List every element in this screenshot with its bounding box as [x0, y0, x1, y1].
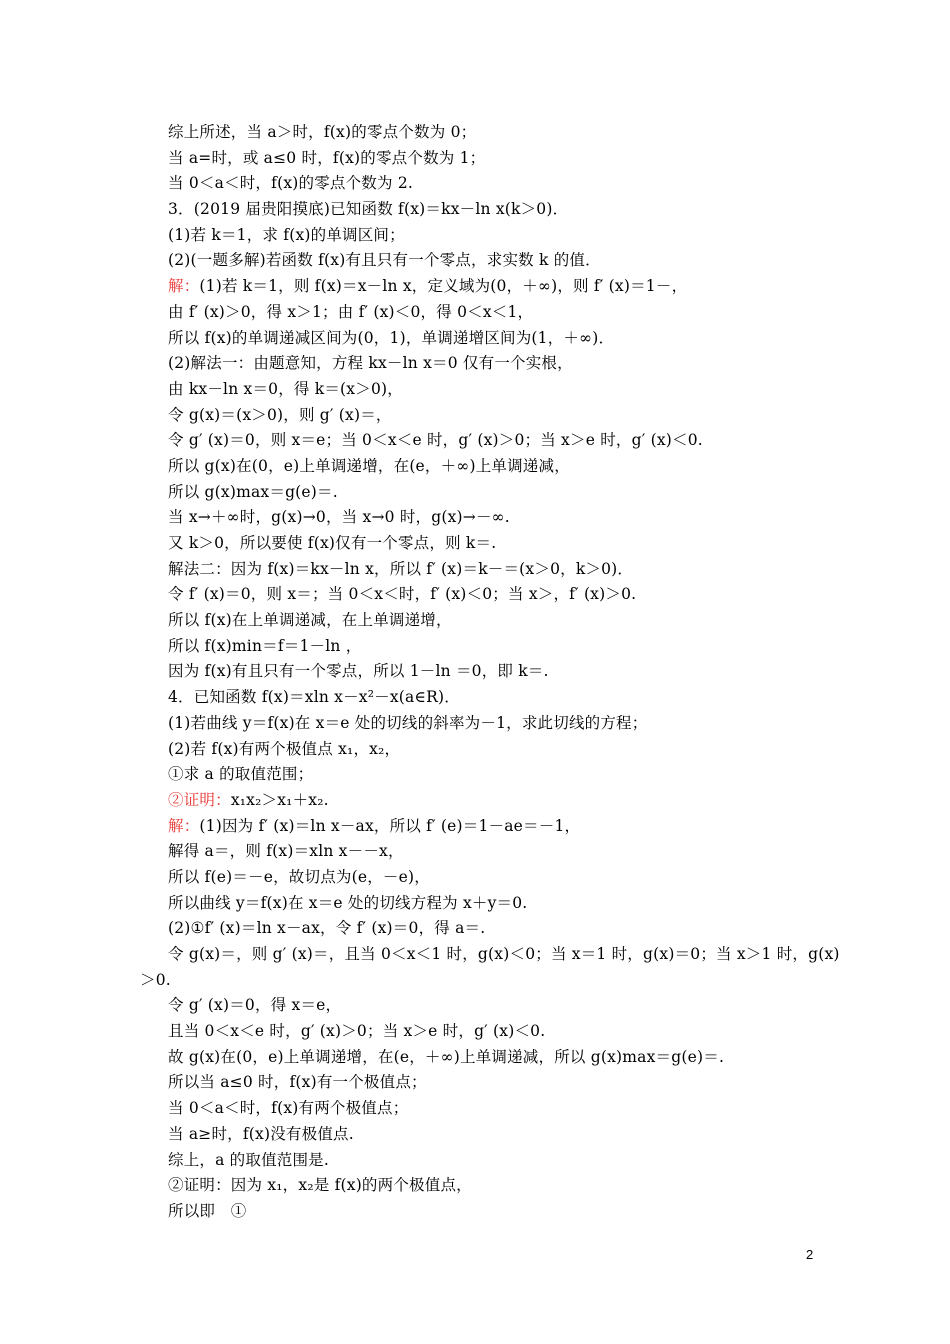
- text-line: (2)解法一：由题意知，方程 kx－ln x＝0 仅有一个实根，: [168, 354, 573, 373]
- text-line: 所以 f(x)在上单调递减，在上单调递增，: [168, 611, 452, 630]
- solution-label: ②证明：: [168, 790, 231, 809]
- text-line: 当 0＜a＜时，f(x)有两个极值点；: [168, 1099, 409, 1118]
- text-line: (2)①f′ (x)＝ln x－ax，令 f′ (x)＝0，得 a＝.: [168, 919, 486, 938]
- text-line: 所以 g(x)在(0，e)上单调递增，在(e，＋∞)上单调递减，: [168, 456, 570, 475]
- text-line: 由 kx－ln x＝0，得 k＝(x＞0)，: [168, 379, 403, 398]
- text-line: 所以曲线 y＝f(x)在 x＝e 处的切线方程为 x＋y＝0.: [168, 893, 528, 912]
- text-line: ①求 a 的取值范围；: [168, 765, 314, 784]
- line-text: x₁x₂＞x₁＋x₂.: [230, 790, 329, 809]
- text-line: 又 k＞0，所以要使 f(x)仅有一个零点，则 k＝.: [168, 534, 497, 552]
- line-text: ＞0.: [140, 970, 171, 989]
- line-text: (1)因为 f′ (x)＝ln x－ax，所以 f′ (e)＝1－ae＝－1，: [199, 816, 581, 835]
- text-line: 当 x→＋∞时，g(x)→0，当 x→0 时，g(x)→－∞.: [168, 508, 510, 527]
- text-line: (2)(一题多解)若函数 f(x)有且只有一个零点，求实数 k 的值．: [168, 251, 601, 270]
- text-line: 因为 f(x)有且只有一个零点，所以 1－ln ＝0，即 k＝.: [168, 662, 549, 681]
- text-line: (1)若 k＝1，求 f(x)的单调区间；: [168, 225, 405, 244]
- text-line: 所以 f(x)的单调递减区间为(0，1)，单调递增区间为(1，＋∞)．: [168, 328, 615, 347]
- text-line: 所以即 ①: [168, 1201, 247, 1220]
- text-line: (1)若曲线 y＝f(x)在 x＝e 处的切线的斜率为－1，求此切线的方程；: [168, 713, 648, 732]
- solution-label: 解：: [168, 277, 200, 296]
- document-body: [140, 120, 840, 1225]
- text-line: 当 a=时，或 a≤0 时，f(x)的零点个数为 1；: [168, 148, 486, 167]
- text-line: [168, 788, 818, 814]
- solution-label: 解：: [168, 816, 200, 835]
- page-number: 2: [806, 1247, 814, 1262]
- text-line: 令 g′ (x)＝0，得 x＝e，: [168, 996, 342, 1015]
- text-line: 综上，a 的取值范围是.: [168, 1150, 329, 1169]
- text-line: 解法二：因为 f(x)＝kx－ln x，所以 f′ (x)＝k－＝(x＞0，k＞0)．: [168, 559, 634, 578]
- text-line: 3．(2019 届贵阳摸底)已知函数 f(x)＝kx－ln x(k＞0)．: [168, 200, 569, 219]
- text-line: (2)若 f(x)有两个极值点 x₁，x₂，: [168, 739, 401, 758]
- text-line: ②证明：因为 x₁，x₂是 f(x)的两个极值点，: [168, 1176, 472, 1195]
- text-line: [168, 274, 818, 300]
- text-line: 令 g′ (x)＝0，则 x＝e；当 0＜x＜e 时，g′ (x)＞0；当 x＞e 时，g′ (x)＜0.: [168, 431, 703, 450]
- text-line: 综上所述，当 a＞时，f(x)的零点个数为 0；: [168, 123, 477, 141]
- text-line: 解得 a＝，则 f(x)＝xln x－－x，: [168, 842, 404, 861]
- text-line: [140, 968, 818, 994]
- text-line: 且当 0＜x＜e 时，g′ (x)＞0；当 x＞e 时，g′ (x)＜0.: [168, 1022, 546, 1041]
- text-line: 所以当 a≤0 时，f(x)有一个极值点；: [168, 1073, 427, 1092]
- text-line: 所以 g(x)max＝g(e)＝.: [168, 482, 338, 501]
- text-line: 所以 f(x)min＝f＝1－ln ，: [168, 636, 362, 655]
- text-line: [168, 814, 818, 840]
- text-line: 由 f′ (x)＞0，得 x＞1；由 f′ (x)＜0，得 0＜x＜1，: [168, 302, 534, 321]
- text-line: 4．已知函数 f(x)＝xln x－x²－x(a∈R)．: [168, 688, 460, 707]
- text-line: 当 a≥时，f(x)没有极值点.: [168, 1124, 354, 1143]
- line-text: (1)若 k＝1，则 f(x)＝x－ln x，定义域为(0，＋∞)，则 f′ (x)＝1－，: [199, 277, 688, 296]
- text-line: 令 g(x)＝(x＞0)，则 g′ (x)＝，: [168, 405, 392, 424]
- text-line: 令 g(x)＝，则 g′ (x)＝，且当 0＜x＜1 时，g(x)＜0；当 x＝1 时，g(x)＝0；当 x＞1 时，g(x): [168, 945, 840, 963]
- text-line: 当 0＜a＜时，f(x)的零点个数为 2.: [168, 174, 414, 193]
- text-line: 令 f′ (x)＝0，则 x＝；当 0＜x＜时，f′ (x)＜0；当 x＞，f′ (x)＞0.: [168, 585, 637, 604]
- text-line: 所以 f(e)＝－e，故切点为(e，－e)，: [168, 867, 430, 886]
- text-line: 故 g(x)在(0，e)上单调递增，在(e，＋∞)上单调递减，所以 g(x)max＝g(e)＝.: [168, 1047, 725, 1066]
